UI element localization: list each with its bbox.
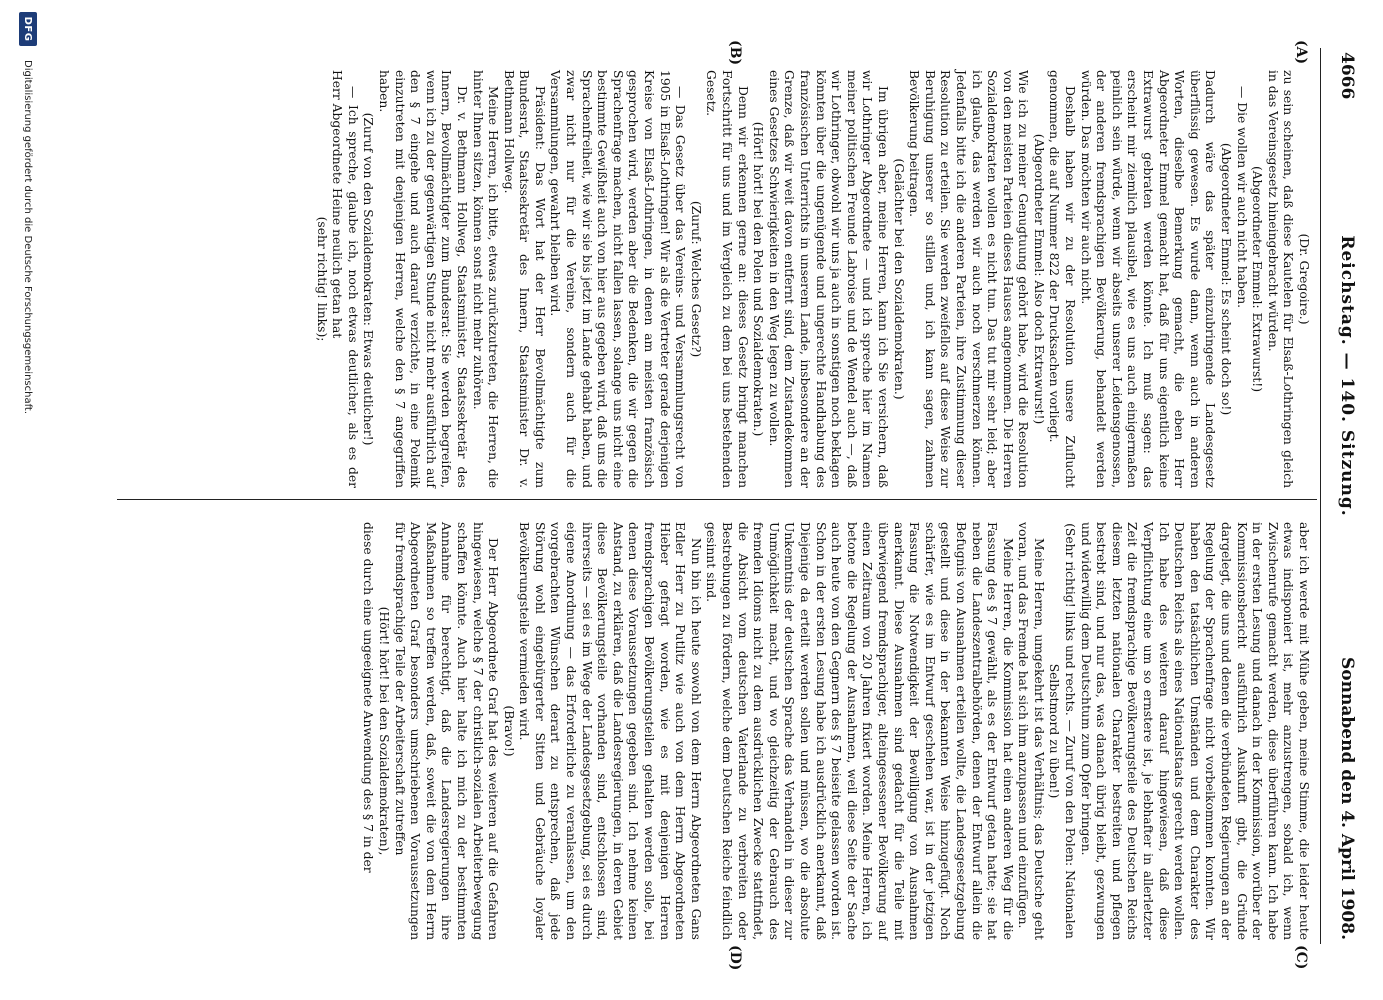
paragraph: Wie ich zu meiner Genugtuung gehört habe, wird die Resolution von den meisten Parteien dieses Hauses angenommen. Die Herren Sozialdemokraten wollen es nicht tun. Das tut mir sehr leid; aber ich glaube, das werden wir auch noch verschmerzen können. Jedenfalls bitte ich die anderen Parteien, ihre Zustimmung dieser Resolution zu erteilen. Sie werden zweifellos auf diese Weise zur Beruhigung unserer so stillen und, ich kann sagen, zahmen Bevölkerung beitragen. (907, 70, 1031, 488)
paragraph: — Die wollen wir auch nicht haben. (1234, 86, 1249, 309)
paragraph: Der Herr Abgeordnete Graf hat des weiteren auf die Gefahren hingewiesen, welche § 7 der christlich-sozialen Arbeiterbewegung schaffen könnte. Auch hier halte ich mich zu der bestimmten Annahme für berechtigt, daß die Landesregierungen ihre Maßnahmen so treffen werden, daß, soweit die von dem Herrn Abgeordneten Graf besonders umschriebenen Voraussetzungen für fremdsprachige Teile der Arbeiterschaft zutreffen (392, 522, 501, 940)
margin-marker-d: (D) (727, 945, 743, 971)
column-divider (117, 499, 1317, 500)
paragraph: (Gelächter bei den Sozialdemokraten.) (891, 158, 906, 400)
paragraph: Meine Herren, die Kommission hat einen anderen Weg für die Fassung des § 7 gewählt, als es der Entwurf getan hatte; sie hat neben die Landeszentralbehörden, denen der Entwurf allein die Befugnis von Ausnahmen erteilen wollte, die Landesgesetzgebung gestellt und diese in der bekannten Weise hinzugefügt. Noch schärfer, wie es im Entwurf geschehen war, ist in der jetzigen Fassung die Notwendigkeit der Bewilligung von Ausnahmen anerkannt. Diese Ausnahmen sind gedacht für die Teile mit überwiegend fremdsprachiger, alteingesessener Bevölkerung auf einen Zeitraum von 20 Jahren fixiert worden. Meine Herren, ich betone die Regelung der Ausnahmen, weil diese Seite der Sache auch heute von den Gegnern des § 7 beiseite gelassen worden ist. Schon in der ersten Lesung habe ich ausdrücklich anerkannt, daß Diejenige da erteilt werden sollen und müssen, wo die absolute Unkenntnis der deutschen Sprache das Verhandeln in dieser zur Unmöglichkeit macht, und wo gleichzeitig der Gebrauch des fremden Idioms nicht zu dem ausdrücklichen Zwecke stattfindet, die Absicht vom deutschen Vaterlande zu verbreiten oder Bestrebungen zu fördern, welche dem Deutschen Reiche feindlich gesinnt sind. (704, 522, 1015, 940)
paragraph: Denn wir erkennen gerne an: dieses Gesetz bringt manchen Fortschritt für uns und im Vergleich zu dem bei uns bestehenden Gesetz. (704, 70, 750, 488)
paragraph: (Abgeordneter Emmel: Extrawurst!) (1250, 166, 1265, 392)
page-header (1327, 52, 1357, 940)
left-text-column (313, 70, 1311, 488)
paragraph: Meine Herren, umgekehrt ist das Verhältnis; das Deutsche geht voran, und das Fremde hat sich ihm anzupassen und einzufügen. (1016, 522, 1046, 940)
right-text-column (360, 522, 1311, 940)
header-rule (1320, 48, 1321, 944)
paragraph: (Zuruf von den Sozialdemokraten: Etwas deutlicher!) (361, 112, 376, 446)
paragraph: — Das Gesetz über das Vereins- und Versammlungsrecht von 1905 in Elsaß-Lothringen! Wir als die Vertreter gerade derjenigen Kreise von Elsaß-Lothringen, in denen am meisten französisch gesprochen wird, werden aber die Bedenken, die wir gegen die Sprachenfrage machen, nicht fallen lassen, solange uns nicht eine bestimmte Gewißheit auch von hier aus gegeben wird, daß uns die Sprachenfreiheit, wie wir sie bis jetzt im Lande gehabt haben, und zwar nicht nur für die Vereine, sondern auch für die Versammlungen, gewahrt bleiben wird. (548, 70, 688, 488)
digitization-credit: Digitalisierung gefördert durch die Deutsche Forschungsgemeinschaft. (22, 60, 34, 415)
dfg-logo: DFG (19, 12, 37, 46)
page-scan (63, 0, 1383, 1000)
paragraph: (Sehr richtig! links und rechts. — Zuruf von den Polen: Nationalen Selbstmord zu üben!) (1047, 523, 1078, 939)
session-title: Reichstag. — 140. Sitzung. (1337, 235, 1357, 517)
paragraph: Präsident: Das Wort hat der Herr Bevollmächtigte zum Bundesrat, Staatssekretär des Innern, Staatsminister Dr. v. Bethmann Hollweg. (501, 70, 547, 488)
page-footer (8, 0, 48, 1000)
paragraph: — Ich spreche, glaube ich, noch etwas deutlicher, als es der Herr Abgeordnete Heine neulich getan hat (330, 70, 360, 488)
paragraph: (sehr richtig! links); (314, 216, 329, 342)
paragraph: Nun bin ich heute sowohl von dem Herrn Abgeordneten Gans Edler Herr zu Putlitz wie auch von dem Herrn Abgeordneten Hieber gefragt worden, wie es mit denjenigen Herren fremdsprachigen Bevölkerungsteilen gehalten werden solle, bei denen diese Voraussetzungen gegeben sind. Ich nehme keinen Anstand, zu erklären, daß die Landesregierungen, in deren Gebiet diese Bevölkerungsteile vorhanden sind, entschlossen sind, ihrerseits — sei es im Wege der Landesgesetzgebung, sei es durch eigene Anordnung — das Erforderliche zu veranlassen, um den vorgebrachten Wünschen derart zu entsprechen, daß jede Störung wohl eingebürgerter Sitten und Gebräuche loyaler Bevölkerungsteile vermieden wird. (517, 522, 703, 940)
page-number: 4666 (1337, 52, 1357, 100)
paragraph: (Abgeordneter Emmel: Es scheint doch so!) (1219, 142, 1234, 416)
paragraph: diese durch eine ungeeignete Anwendung des § 7 in der (361, 522, 376, 873)
margin-marker-c: (C) (1293, 945, 1309, 970)
margin-marker-b: (B) (727, 40, 743, 66)
paragraph: (Dr. Gregoire.) (1297, 233, 1311, 325)
paragraph: Deshalb haben wir zu der Resolution unsere Zuflucht genommen, die auf Nummer 822 der Drucksachen vorliegt. (1047, 70, 1078, 488)
session-date: Sonnabend den 4. April 1908. (1337, 657, 1357, 940)
margin-marker-a: (A) (1293, 40, 1309, 65)
paragraph: (Bravo!) (501, 705, 516, 757)
paragraph: Dadurch wäre das später einzubringende Landesgesetz überflüssig gewesen. Es wurde dann, wenn auch in anderen Worten, dieselbe Bemerkung gemacht, die eben Herr Abgeordneter Emmel gemacht hat, daß für uns eigentlich keine Extrawurst gebraten werden könnte. Ich muß sagen: das erscheint mir ziemlich plausibel, wie es uns auch einigermaßen peinlich sein würde, wenn wir abseits unserer Leidensgenossen, der anderen fremdsprachigen Bevölkerung, behandelt werden würden. Das möchten wir auch nicht. (1078, 70, 1218, 488)
paragraph: (Zuruf: Welches Gesetz?) (688, 200, 703, 358)
paragraph: Dr. v. Bethmann Hollweg, Staatsminister, Staatssekretär des Innern, Bevollmächtigter zum Bundesrat: Sie werden begreifen, wenn ich zu der gegenwärtigen Stunde nicht mehr ausführlich auf den § 7 eingehe und auch darauf verzichte, in eine Polemik einzutreten mit denjenigen Herren, welche den § 7 angegriffen haben. (376, 70, 469, 488)
paragraph: aber ich werde mit Mühe geben, meine Stimme, die leider heute etwas indisponiert ist, mehr anzustrengen, sobald ich, wenn Zwischenrufe gemacht werden, diese überführen kann. Ich habe in der ersten Lesung und danach in der Kommission, worüber der Kommissionsbericht ausführlich Auskunft gibt, die Gründe dargelegt, die uns und denen die verbündeten Regierungen an der Regelung der Sprachenfrage nicht vorbeikommen konnten. Wir haben den tatsächlichen Umständen und dem Charakter des Deutschen Reichs als eines Nationalstaats gerecht werden wollen. Ich habe des weiteren darauf hingewiesen, daß diese Verpflichtung eine um so ernstere ist, je lebhafter in allerletzter Zeit die fremdsprachige Bevölkerungsteile des Deutschen Reichs diesem letzten nationalen Charakter bestreiten und pflegen bestrebt sind, und nur das, was danach übrig bleibt, gezwungen und widerwillig dem Deutschtum zum Opfer bringen. (1078, 522, 1311, 940)
paragraph: Meine Herren, ich bitte, etwas zurückzutreten, die Herren, die hinter Ihnen sitzen, können sonst nicht mehr zuhören. (470, 70, 501, 488)
paragraph: (Hört! hört! bei den Sozialdemokraten), (376, 606, 391, 856)
paragraph: (Abgeordneter Emmel: Also doch Extrawurst!) (1031, 133, 1046, 425)
paragraph: zu sein scheinen, daß diese Kautelen für Elsaß-Lothringen gleich in das Vereinsgesetz hineingebracht würden. (1265, 70, 1296, 488)
paragraph: Im übrigen aber, meine Herren, kann ich Sie versichern, daß wir Lothringer Abgeordnete — und ich spreche hier im Namen meiner politischen Freunde Labroise und de Wendel auch —, daß wir Lothringer, obwohl wir uns ja auch in sonstigen noch beklagen könnten über die ungenügende und ungerechte Handhabung des französischen Unterrichts in unserem Lande, insbesondere an der Grenze, daß wir weit davon entfernt sind, dem Zustandekommen eines Gesetzes Schwierigkeiten in den Weg legen zu wollen. (766, 70, 890, 488)
paragraph: (Hört! hört! bei den Polen und Sozialdemokraten.) (751, 121, 766, 437)
